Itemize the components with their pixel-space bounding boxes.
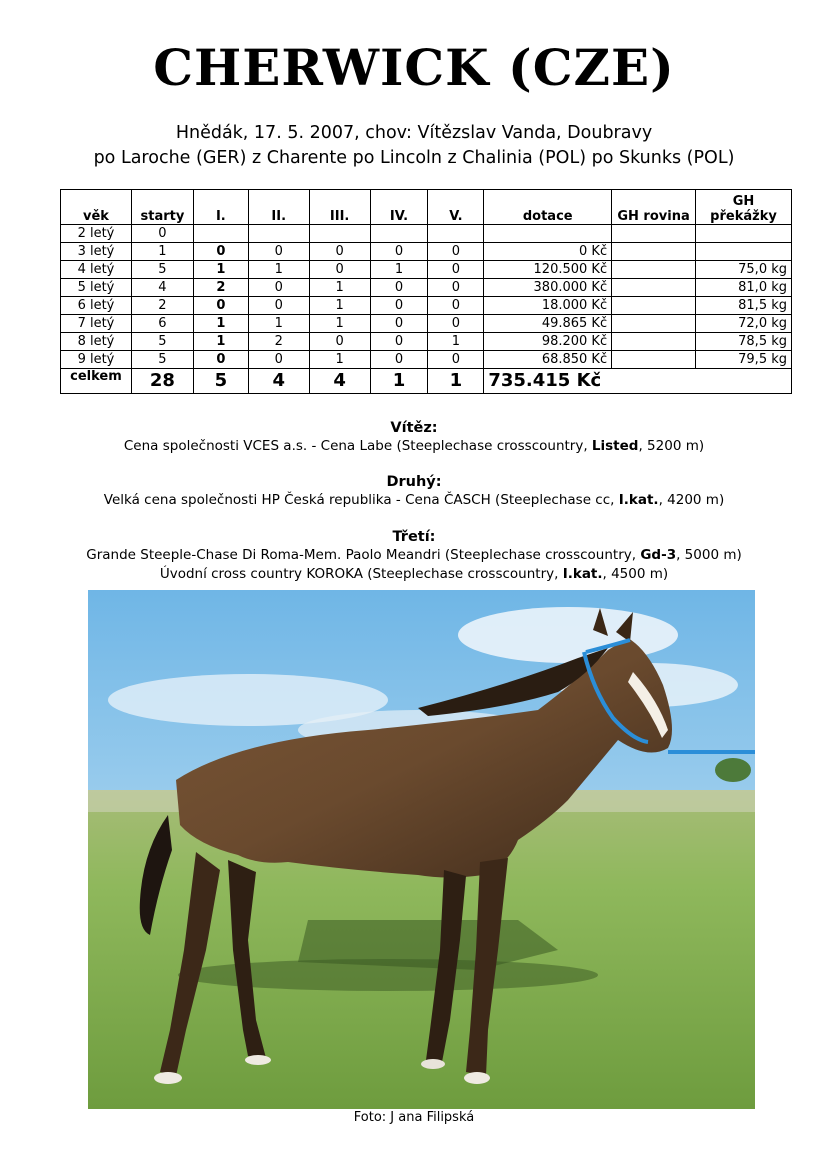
winner-heading: Vítěz: [390, 420, 438, 436]
photo-credit: Foto: J ana Filipská [353, 1110, 475, 1125]
table-cell: 5 [131, 351, 193, 369]
table-cell [484, 225, 612, 243]
col-header-fifth: V. [428, 190, 484, 225]
table-cell: 0 [248, 297, 309, 315]
total-cell: 5 [193, 369, 248, 394]
table-cell: 1 [309, 279, 370, 297]
table-cell [612, 333, 696, 351]
table-cell: 79,5 kg [696, 351, 792, 369]
table-cell: 0 [370, 243, 428, 261]
table-cell: 1 [131, 243, 193, 261]
table-cell [612, 279, 696, 297]
horse-name-title: CHERWICK (CZE) [153, 38, 675, 97]
table-cell: 1 [309, 351, 370, 369]
col-header-age: věk [61, 190, 132, 225]
total-label: celkem [61, 369, 132, 394]
table-cell: 0 [370, 315, 428, 333]
table-cell: 1 [370, 261, 428, 279]
table-cell: 78,5 kg [696, 333, 792, 351]
table-cell: 0 [131, 225, 193, 243]
table-header-row [61, 190, 792, 225]
table-cell: 3 letý [61, 243, 132, 261]
table-cell: 0 Kč [484, 243, 612, 261]
table-cell [428, 225, 484, 243]
table-cell: 9 letý [61, 351, 132, 369]
table-cell: 5 [131, 333, 193, 351]
table-cell: 0 [248, 351, 309, 369]
table-cell: 7 letý [61, 315, 132, 333]
table-cell: 4 [131, 279, 193, 297]
table-cell [193, 225, 248, 243]
table-cell: 81,5 kg [696, 297, 792, 315]
total-cell: 4 [309, 369, 370, 394]
table-row [61, 279, 792, 297]
table-cell: 2 [193, 279, 248, 297]
table-cell: 120.500 Kč [484, 261, 612, 279]
table-cell: 72,0 kg [696, 315, 792, 333]
table-cell: 1 [248, 315, 309, 333]
table-cell: 0 [193, 351, 248, 369]
total-cell: 28 [131, 369, 193, 394]
col-header-gh-jumps: GH překážky [696, 190, 792, 225]
table-cell [612, 225, 696, 243]
table-cell: 0 [370, 279, 428, 297]
total-cell: 1 [370, 369, 428, 394]
table-cell: 0 [309, 333, 370, 351]
col-header-second: II. [248, 190, 309, 225]
table-cell: 0 [428, 261, 484, 279]
table-cell: 0 [193, 297, 248, 315]
col-header-first: I. [193, 190, 248, 225]
table-cell [612, 261, 696, 279]
table-cell: 0 [309, 243, 370, 261]
col-header-earnings: dotace [484, 190, 612, 225]
table-cell: 1 [193, 333, 248, 351]
table-cell: 5 [131, 261, 193, 279]
table-cell: 1 [309, 315, 370, 333]
table-cell [612, 243, 696, 261]
table-cell [248, 225, 309, 243]
table-cell: 1 [428, 333, 484, 351]
table-cell: 8 letý [61, 333, 132, 351]
table-cell [612, 297, 696, 315]
table-cell: 5 letý [61, 279, 132, 297]
table-cell: 6 [131, 315, 193, 333]
table-cell: 380.000 Kč [484, 279, 612, 297]
second-heading: Druhý: [386, 474, 442, 490]
total-cell: 1 [428, 369, 484, 394]
table-row [61, 333, 792, 351]
table-cell: 0 [248, 279, 309, 297]
col-header-fourth: IV. [370, 190, 428, 225]
table-total-row [61, 369, 792, 394]
table-cell: 4 letý [61, 261, 132, 279]
table-cell: 2 [248, 333, 309, 351]
table-cell: 0 [370, 297, 428, 315]
table-cell: 0 [193, 243, 248, 261]
col-header-starts: starty [131, 190, 193, 225]
table-cell [309, 225, 370, 243]
table-cell: 0 [428, 297, 484, 315]
table-cell [612, 351, 696, 369]
table-row [61, 243, 792, 261]
table-cell [612, 315, 696, 333]
total-cell: 4 [248, 369, 309, 394]
table-cell: 6 letý [61, 297, 132, 315]
third-race-2: Úvodní cross country KOROKA (Steeplechase crosscountry, I.kat., 4500 m) [159, 566, 669, 582]
table-cell: 68.850 Kč [484, 351, 612, 369]
table-cell: 1 [248, 261, 309, 279]
col-header-third: III. [309, 190, 370, 225]
table-cell: 81,0 kg [696, 279, 792, 297]
table-row [61, 261, 792, 279]
table-cell: 2 [131, 297, 193, 315]
table-cell: 98.200 Kč [484, 333, 612, 351]
table-cell: 49.865 Kč [484, 315, 612, 333]
table-row [61, 315, 792, 333]
table-cell [696, 243, 792, 261]
table-cell: 18.000 Kč [484, 297, 612, 315]
total-cell: 735.415 Kč [484, 369, 792, 394]
table-cell: 0 [428, 279, 484, 297]
second-race: Velká cena společnosti HP Česká republika - Cena ČASCH (Steeplechase cc, I.kat., 4200 m) [103, 492, 725, 508]
horse-info-line: Hnědák, 17. 5. 2007, chov: Vítězslav Vanda, Doubravy [175, 123, 653, 143]
table-row [61, 297, 792, 315]
table-cell [696, 225, 792, 243]
table-cell: 2 letý [61, 225, 132, 243]
table-cell: 75,0 kg [696, 261, 792, 279]
col-header-gh-flat: GH rovina [612, 190, 696, 225]
table-cell: 1 [309, 297, 370, 315]
winner-race: Cena společnosti VCES a.s. - Cena Labe (Steeplechase crosscountry, Listed, 5200 m) [123, 438, 705, 454]
table-row [61, 351, 792, 369]
race-stats-table [60, 189, 792, 394]
horse-photo [88, 590, 755, 1109]
pedigree-line: po Laroche (GER) z Charente po Lincoln z Chalinia (POL) po Skunks (POL) [93, 148, 735, 168]
table-cell: 0 [428, 315, 484, 333]
table-row [61, 225, 792, 243]
table-cell [370, 225, 428, 243]
table-cell: 0 [309, 261, 370, 279]
table-cell: 0 [370, 333, 428, 351]
third-race-1: Grande Steeple-Chase Di Roma-Mem. Paolo Meandri (Steeplechase crosscountry, Gd-3, 5000 m) [86, 547, 742, 563]
table-cell: 0 [370, 351, 428, 369]
table-cell: 1 [193, 315, 248, 333]
third-heading: Třetí: [392, 529, 436, 545]
table-cell: 0 [428, 243, 484, 261]
table-cell: 1 [193, 261, 248, 279]
table-cell: 0 [428, 351, 484, 369]
table-cell: 0 [248, 243, 309, 261]
